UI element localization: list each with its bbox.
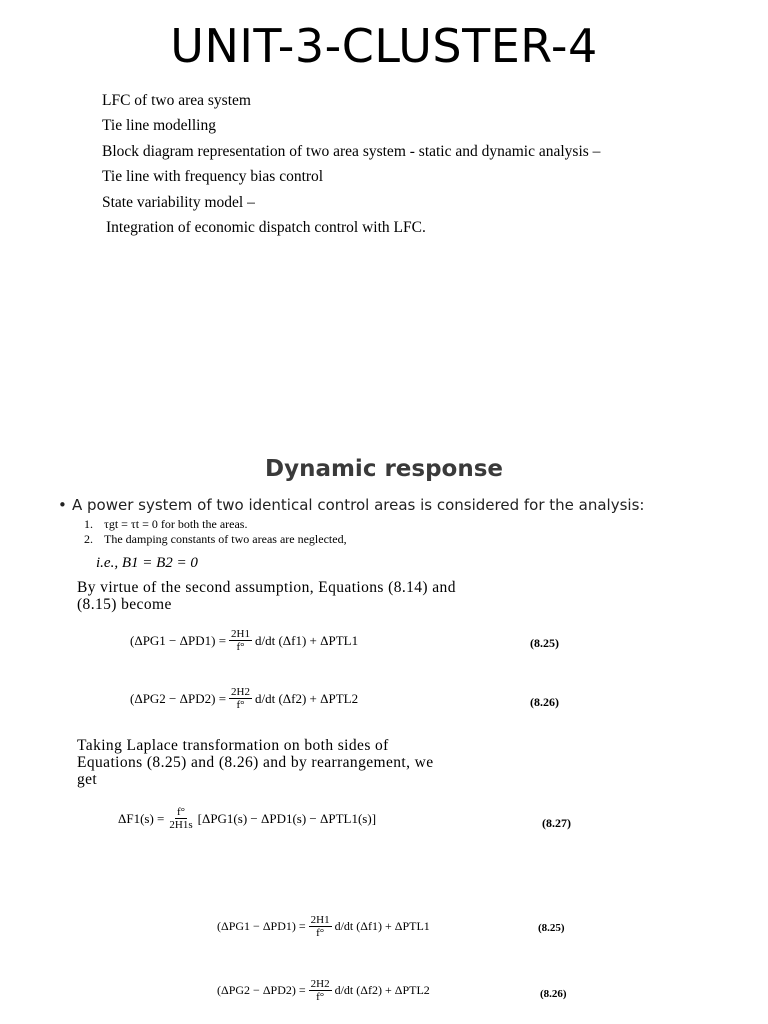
equation-8-25 [130,628,358,653]
bullet-marker: • [58,496,67,514]
equation-rhs: d/dt (Δf1) + ΔPTL1 [254,632,359,648]
equation-8-27 [118,806,376,831]
equation-lhs: (ΔPG2 − ΔPD2) = [130,690,227,706]
assumption-item [84,532,347,547]
equation-8-26 [130,686,358,711]
equation-rhs: d/dt (Δf1) + ΔPTL1 [334,919,430,933]
fraction-denominator: f° [316,991,325,1003]
equation-lhs: (ΔPG1 − ΔPD1) = [217,919,306,933]
equation-lhs: ΔF1(s) = [118,810,165,826]
assumption-number: 1. [84,517,93,531]
fraction-numerator: 2H1 [231,628,250,640]
topic-item: LFC of two area system [102,92,251,109]
topic-item: Tie line with frequency bias control [102,168,324,186]
fraction-denominator: f° [236,641,245,653]
assumption-list [84,517,347,547]
equation-label: (8.26) [540,988,567,1000]
equation-label: (8.26) [530,695,559,709]
equation-fraction [229,628,252,653]
equation-fraction [309,914,332,939]
equation-rhs: d/dt (Δf2) + ΔPTL2 [254,690,359,706]
paragraph-2 [77,737,434,788]
fraction-denominator: 2H1s [169,819,193,831]
equation-8-25-repeat [217,914,430,939]
assumption-text: The damping constants of two areas are neglected, [104,532,347,546]
ie-line: i.e., B1 = B2 = 0 [96,555,198,571]
bullet-line [58,496,644,514]
equation-label: (8.25) [538,922,565,934]
section-heading: Dynamic response [264,456,504,482]
paragraph-line: Equations (8.25) and (8.26) and by rearrangement, we [77,754,434,771]
paragraph-1 [77,579,456,613]
assumption-number: 2. [84,532,93,546]
paragraph-line: get [77,771,98,788]
topic-item: Block diagram representation of two area system - static and dynamic analysis – [102,142,601,160]
fraction-denominator: f° [236,699,245,711]
equation-label: (8.25) [530,636,559,650]
equation-8-26-repeat [217,978,430,1003]
fraction-numerator: f° [176,806,186,818]
topic-item: State variability model – [102,193,255,211]
topic-list [102,90,600,242]
fraction-denominator: f° [316,927,325,939]
topic-item: Integration of economic dispatch control with LFC. [106,218,426,236]
assumption-text: τgt = τt = 0 for both the areas. [104,517,248,531]
equation-fraction [167,806,194,831]
bullet-text: A power system of two identical control areas is considered for the analysis: [72,496,645,514]
equation-lhs: (ΔPG2 − ΔPD2) = [217,983,306,997]
paragraph-line: By virtue of the second assumption, Equations (8.14) and [77,579,456,596]
page-title: UNIT-3-CLUSTER-4 [170,19,598,73]
equation-rhs: [ΔPG1(s) − ΔPD1(s) − ΔPTL1(s)] [197,810,377,826]
equation-fraction [309,978,332,1003]
equation-label: (8.27) [542,816,571,830]
equation-rhs: d/dt (Δf2) + ΔPTL2 [334,983,430,997]
paragraph-line: (8.15) become [77,596,172,613]
topic-item: Tie line modelling [102,117,216,135]
paragraph-line: Taking Laplace transformation on both sides of [77,737,389,754]
fraction-numerator: 2H1 [310,914,330,926]
fraction-numerator: 2H2 [310,978,330,990]
assumption-item [84,517,347,532]
equation-fraction [229,686,252,711]
equation-lhs: (ΔPG1 − ΔPD1) = [130,632,227,648]
fraction-numerator: 2H2 [231,686,250,698]
